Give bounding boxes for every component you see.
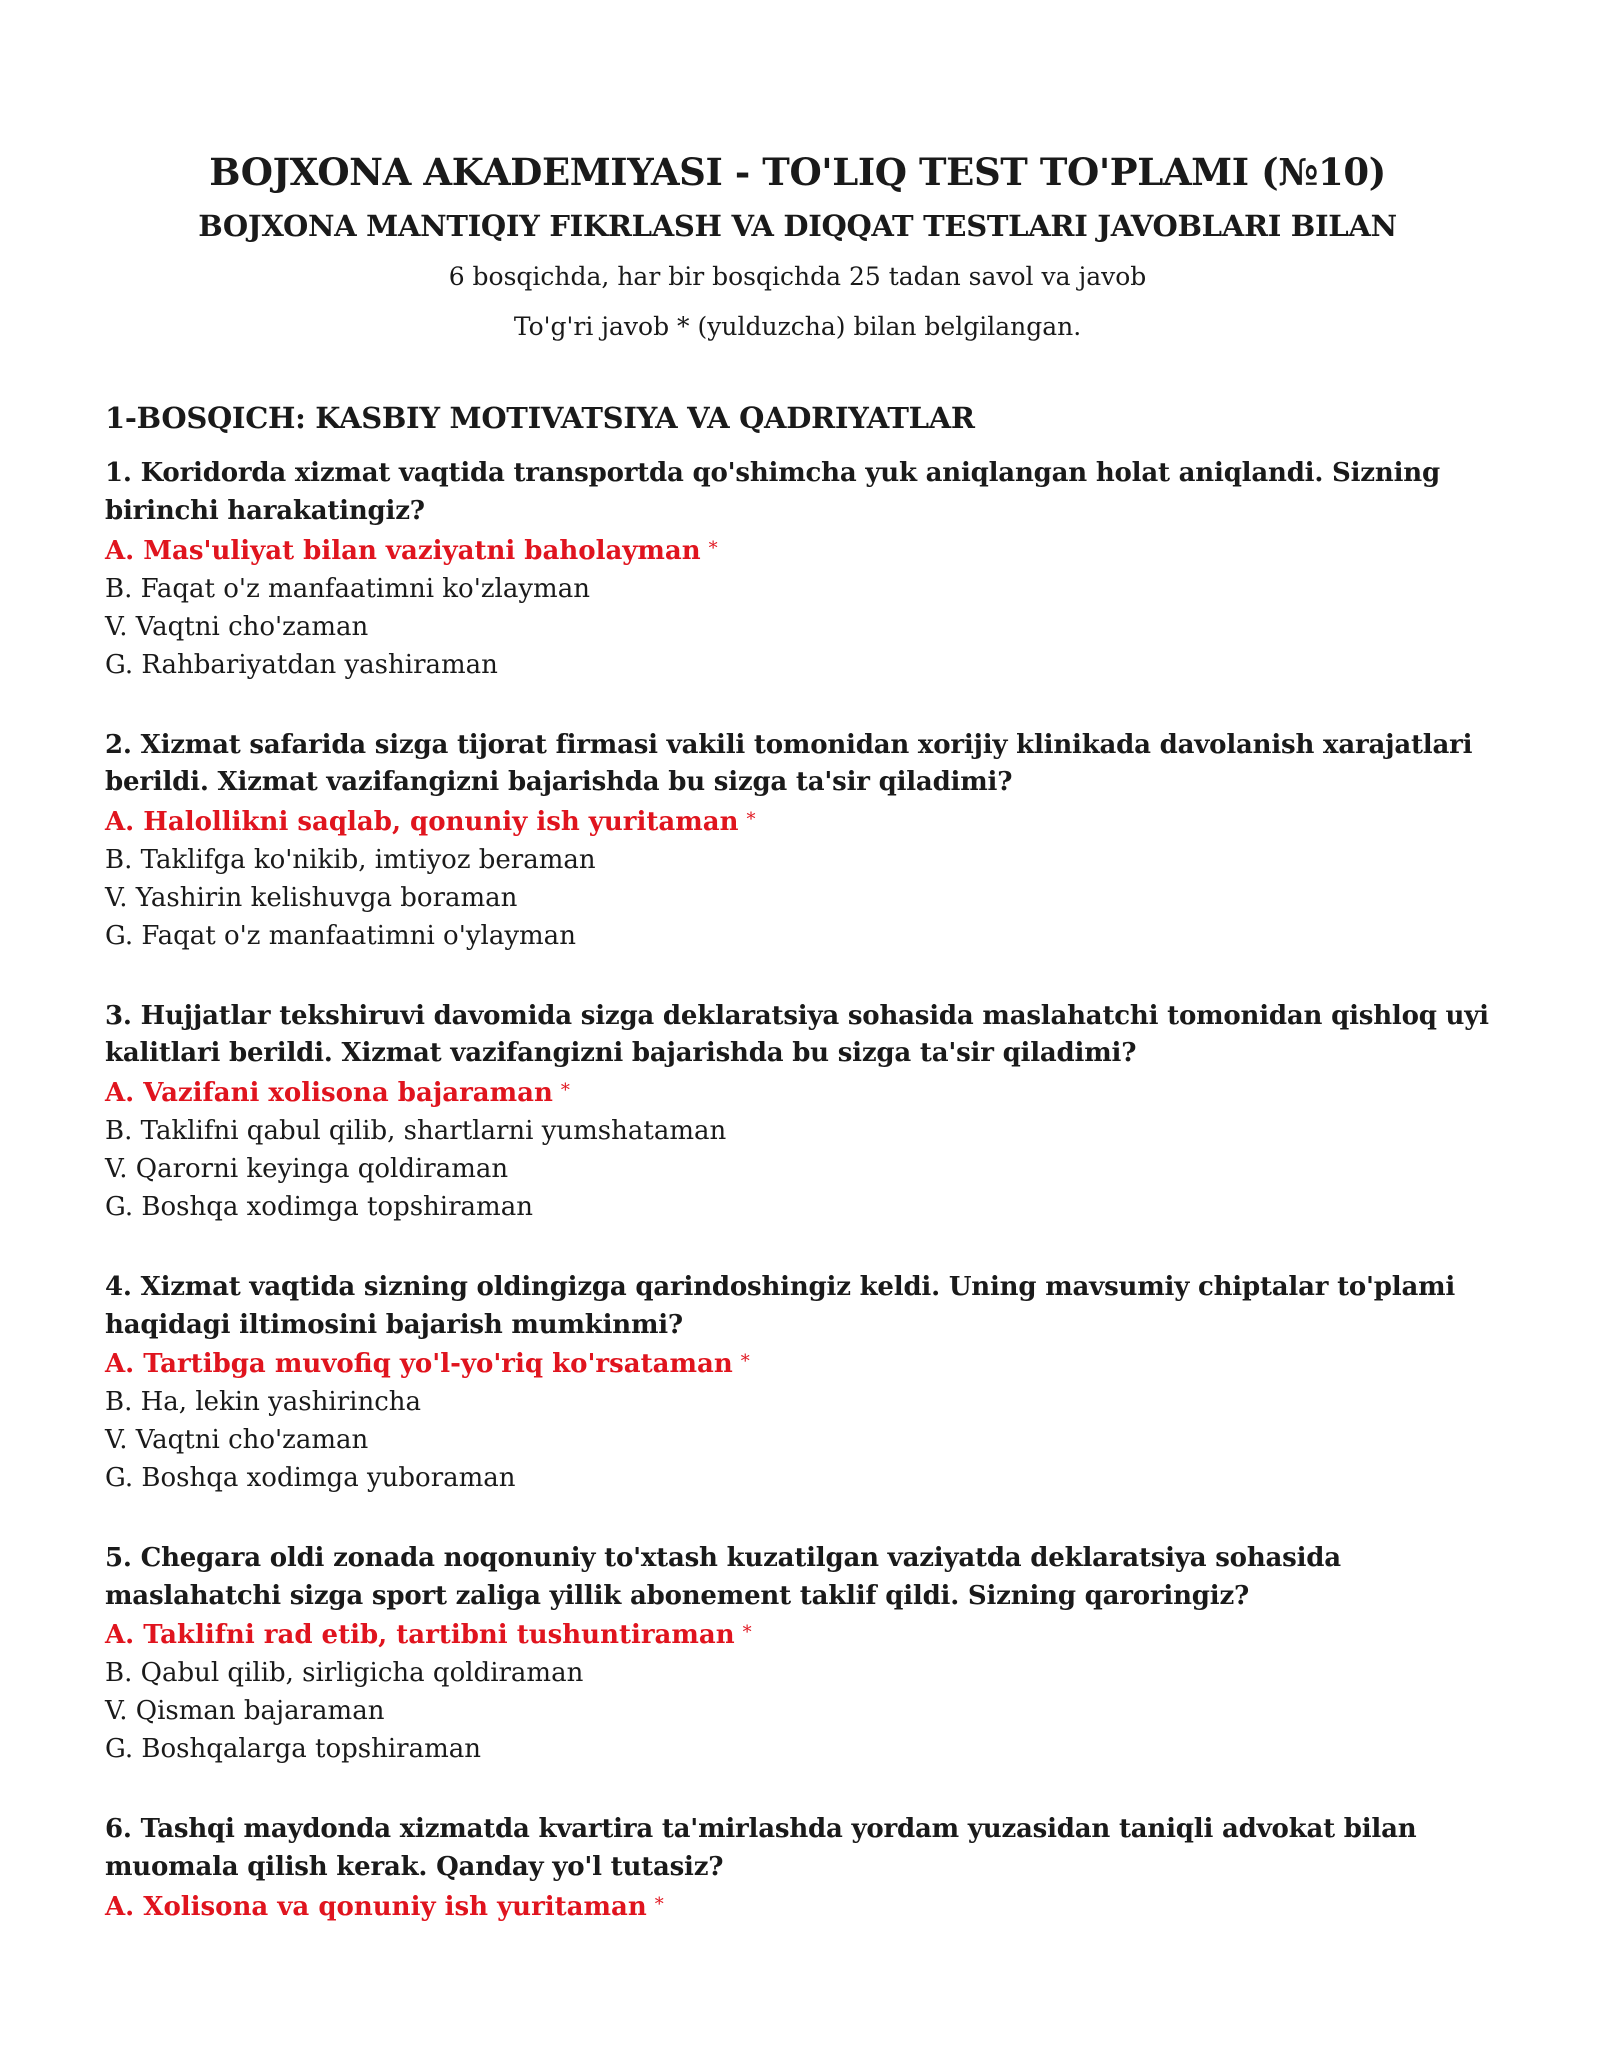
correct-answer-asterisk: * xyxy=(708,537,718,559)
option-label: V. Vaqtni cho'zaman xyxy=(105,1425,369,1456)
question-list xyxy=(105,455,1490,1926)
question-item xyxy=(105,1540,1490,1769)
answer-option xyxy=(105,842,1490,880)
answer-options xyxy=(105,1889,1490,1927)
answer-option xyxy=(105,1460,1490,1498)
document-header xyxy=(105,150,1490,344)
correct-answer-option xyxy=(105,1075,1490,1113)
answer-option xyxy=(105,571,1490,609)
option-label: A. Vazifani xolisona bajaraman xyxy=(105,1078,553,1109)
answer-option xyxy=(105,1693,1490,1731)
document-subtitle: BOJXONA MANTIQIY FIKRLASH VA DIQQAT TESTLARI JAVOBLARI BILAN xyxy=(198,209,1397,244)
question-text: 4. Xizmat vaqtida sizning oldingizga qarindoshingiz keldi. Uning mavsumiy chiptalar to'plami haqidagi iltimosini bajarish mumkinmi? xyxy=(105,1271,1456,1340)
question-text: 3. Hujjatlar tekshiruvi davomida sizga deklaratsiya sohasida maslahatchi tomonidan qishloq uyi kalitlari berildi. Xizmat vazifangizni bajarishda bu sizga ta'sir qiladimi? xyxy=(105,1000,1489,1069)
answer-options xyxy=(105,1346,1490,1498)
option-label: A. Halollikni saqlab, qonuniy ish yuritaman xyxy=(105,806,739,837)
answer-option xyxy=(105,880,1490,918)
option-label: A. Tartibga muvofiq yo'l-yo'riq ko'rsataman xyxy=(105,1349,733,1380)
option-label: B. Taklifga ko'nikib, imtiyoz beraman xyxy=(105,844,596,875)
question-item xyxy=(105,998,1490,1227)
answer-option xyxy=(105,1189,1490,1227)
option-label: V. Qarorni keyinga qoldiraman xyxy=(105,1153,509,1184)
correct-answer-option xyxy=(105,1889,1490,1927)
correct-answer-option xyxy=(105,1617,1490,1655)
option-label: B. Faqat o'z manfaatimni ko'zlayman xyxy=(105,573,590,604)
option-label: A. Mas'uliyat bilan vaziyatni baholayman xyxy=(105,535,701,566)
option-label: B. Qabul qilib, sirligicha qoldiraman xyxy=(105,1658,584,1689)
correct-answer-asterisk: * xyxy=(746,808,756,830)
answer-option xyxy=(105,647,1490,685)
question-item xyxy=(105,455,1490,684)
answer-options xyxy=(105,533,1490,685)
correct-answer-asterisk: * xyxy=(560,1080,570,1102)
option-label: V. Vaqtni cho'zaman xyxy=(105,611,369,642)
section-title: 1-BOSQICH: KASBIY MOTIVATSIYA VA QADRIYATLAR xyxy=(105,400,975,435)
question-text: 5. Chegara oldi zonada noqonuniy to'xtash kuzatilgan vaziyatda deklaratsiya sohasida maslahatchi sizga sport zaliga yillik abonement taklif qildi. Sizning qaroringiz? xyxy=(105,1543,1341,1611)
question-item xyxy=(105,1269,1490,1498)
option-label: G. Boshqa xodimga yuboraman xyxy=(105,1463,516,1494)
answer-option xyxy=(105,1655,1490,1693)
question-item xyxy=(105,727,1490,956)
document-title: BOJXONA AKADEMIYASI - TO'LIQ TEST TO'PLAMI (№10) xyxy=(209,150,1386,194)
info-line: 6 bosqichda, har bir bosqichda 25 tadan savol va javob xyxy=(448,261,1147,291)
correct-answer-option xyxy=(105,1346,1490,1384)
correct-answer-option xyxy=(105,533,1490,571)
answer-options xyxy=(105,1075,1490,1227)
option-label: B. Taklifni qabul qilib, shartlarni yumshataman xyxy=(105,1116,727,1147)
option-label: A. Xolisona va qonuniy ish yuritaman xyxy=(105,1891,647,1922)
question-text: 1. Koridorda xizmat vaqtida transportda qo'shimcha yuk aniqlangan holat aniqlandi. Sizning birinchi harakatingiz? xyxy=(105,458,1440,527)
option-label: A. Taklifni rad etib, tartibni tushuntiraman xyxy=(105,1620,735,1651)
answer-option xyxy=(105,1151,1490,1189)
answer-legend: To'g'ri javob * (yulduzcha) bilan belgilangan. xyxy=(513,312,1082,342)
option-label: G. Faqat o'z manfaatimni o'ylayman xyxy=(105,920,576,951)
option-label: B. Ha, lekin yashirincha xyxy=(105,1387,422,1418)
option-label: G. Boshqa xodimga topshiraman xyxy=(105,1191,533,1222)
answer-options xyxy=(105,1617,1490,1769)
answer-option xyxy=(105,1384,1490,1422)
answer-option xyxy=(105,609,1490,647)
correct-answer-asterisk: * xyxy=(654,1893,664,1915)
question-item xyxy=(105,1811,1490,1926)
question-text: 6. Tashqi maydonda xizmatda kvartira ta'mirlashda yordam yuzasidan taniqli advokat bilan muomala qilish kerak. Qanday yo'l tutasiz? xyxy=(105,1814,1417,1882)
answer-options xyxy=(105,804,1490,956)
answer-option xyxy=(105,1731,1490,1769)
option-label: V. Qisman bajaraman xyxy=(105,1696,385,1727)
option-label: G. Boshqalarga topshiraman xyxy=(105,1734,481,1765)
answer-option xyxy=(105,918,1490,956)
correct-answer-asterisk: * xyxy=(742,1622,752,1644)
correct-answer-asterisk: * xyxy=(740,1351,750,1373)
correct-answer-option xyxy=(105,804,1490,842)
option-label: G. Rahbariyatdan yashiraman xyxy=(105,649,498,680)
answer-option xyxy=(105,1113,1490,1151)
question-text: 2. Xizmat safarida sizga tijorat firmasi vakili tomonidan xorijiy klinikada davolanish xarajatlari berildi. Xizmat vazifangizni bajarishda bu sizga ta'sir qiladimi? xyxy=(105,729,1473,798)
option-label: V. Yashirin kelishuvga boraman xyxy=(105,882,518,913)
answer-option xyxy=(105,1422,1490,1460)
